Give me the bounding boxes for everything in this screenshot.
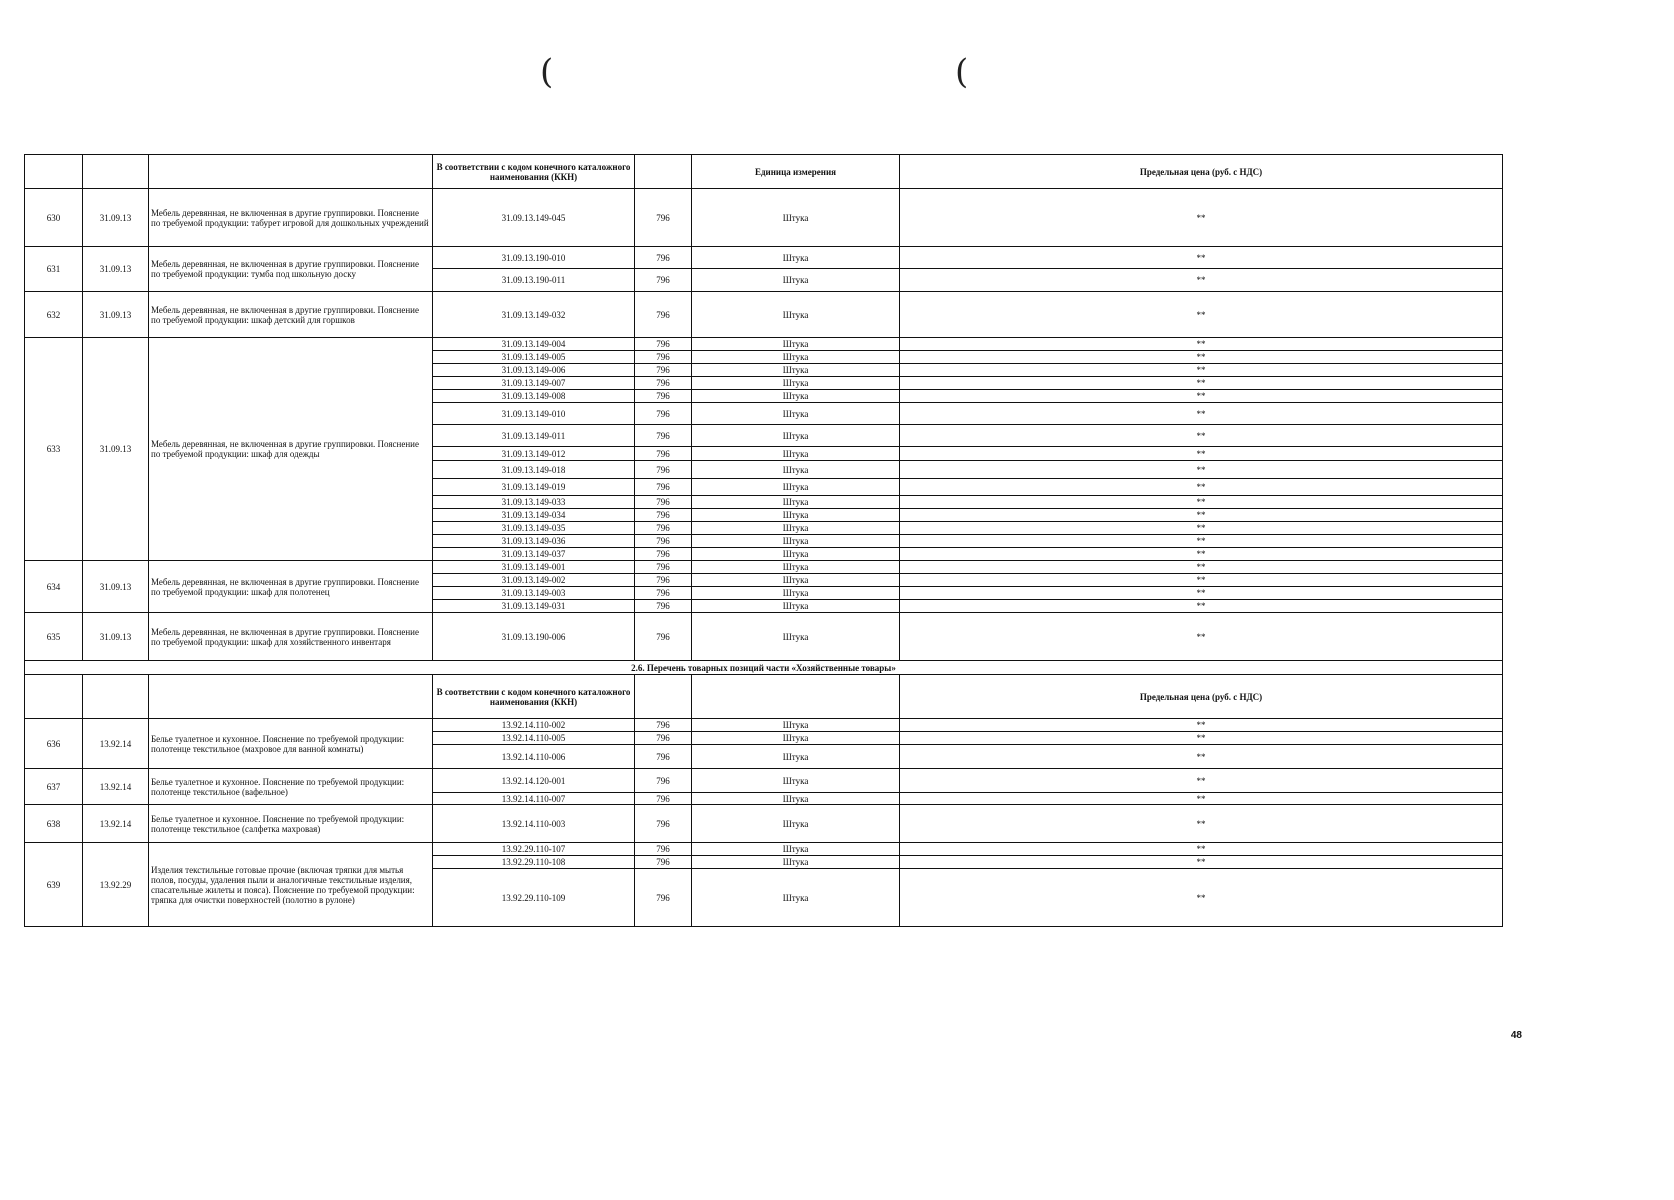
unit-name: Штука — [692, 247, 900, 269]
unit-name: Штука — [692, 351, 900, 364]
unit-name: Штука — [692, 292, 900, 338]
kkn-code: 13.92.14.110-005 — [433, 732, 635, 745]
kkn-code: 31.09.13.149-007 — [433, 377, 635, 390]
unit-name: Штука — [692, 390, 900, 403]
okpd-code: 31.09.13 — [83, 292, 149, 338]
price-value: ** — [900, 269, 1503, 292]
page-number: 48 — [1510, 1030, 1522, 1041]
price-value: ** — [900, 509, 1503, 522]
header-empty-cell — [635, 155, 692, 189]
price-value: ** — [900, 338, 1503, 351]
unit-name: Штука — [692, 587, 900, 600]
header-empty-cell — [149, 675, 433, 719]
header-empty-cell — [149, 155, 433, 189]
okpd-code: 31.09.13 — [83, 561, 149, 613]
header-unit: Единица измерения — [692, 155, 900, 189]
unit-name: Штука — [692, 189, 900, 247]
header-empty-cell — [635, 675, 692, 719]
kkn-code: 31.09.13.149-034 — [433, 509, 635, 522]
okei-code: 796 — [635, 587, 692, 600]
table-row — [25, 613, 1503, 661]
item-number: 636 — [25, 719, 83, 769]
okei-code: 796 — [635, 364, 692, 377]
unit-name: Штука — [692, 548, 900, 561]
section-row — [25, 661, 1503, 675]
unit-name: Штука — [692, 843, 900, 856]
price-value: ** — [900, 364, 1503, 377]
price-value: ** — [900, 479, 1503, 496]
kkn-code: 13.92.14.110-006 — [433, 745, 635, 769]
item-description: Мебель деревянная, не включенная в другие группировки. Пояснение по требуемой продукции: шкаф для хозяйственного инвентаря — [149, 613, 433, 661]
price-value: ** — [900, 189, 1503, 247]
kkn-code: 31.09.13.149-012 — [433, 447, 635, 461]
kkn-code: 31.09.13.149-033 — [433, 496, 635, 509]
kkn-code: 31.09.13.149-037 — [433, 548, 635, 561]
okei-code: 796 — [635, 574, 692, 587]
price-value: ** — [900, 769, 1503, 793]
item-description: Белье туалетное и кухонное. Пояснение по требуемой продукции: полотенце текстильное (махровое для ванной комнаты) — [149, 719, 433, 769]
kkn-code: 13.92.29.110-107 — [433, 843, 635, 856]
table-row — [25, 292, 1503, 338]
unit-name: Штука — [692, 479, 900, 496]
item-number: 639 — [25, 843, 83, 927]
unit-name: Штука — [692, 535, 900, 548]
okpd-code: 31.09.13 — [83, 338, 149, 561]
price-value: ** — [900, 805, 1503, 843]
item-number: 630 — [25, 189, 83, 247]
kkn-code: 31.09.13.190-011 — [433, 269, 635, 292]
okpd-code: 31.09.13 — [83, 247, 149, 292]
table-row — [25, 805, 1503, 843]
kkn-code: 31.09.13.190-010 — [433, 247, 635, 269]
okpd-code: 13.92.29 — [83, 843, 149, 927]
okpd-code: 31.09.13 — [83, 189, 149, 247]
price-value: ** — [900, 247, 1503, 269]
unit-name: Штука — [692, 425, 900, 447]
okei-code: 796 — [635, 548, 692, 561]
unit-name: Штука — [692, 600, 900, 613]
kkn-code: 31.09.13.149-045 — [433, 189, 635, 247]
table-row — [25, 189, 1503, 247]
unit-name: Штука — [692, 719, 900, 732]
price-value: ** — [900, 461, 1503, 479]
okei-code: 796 — [635, 600, 692, 613]
okei-code: 796 — [635, 719, 692, 732]
header-kkn: В соответствии с кодом конечного каталожного наименования (ККН) — [433, 155, 635, 189]
price-value: ** — [900, 732, 1503, 745]
kkn-code: 31.09.13.149-002 — [433, 574, 635, 587]
table-row — [25, 719, 1503, 732]
kkn-code: 13.92.29.110-109 — [433, 869, 635, 927]
okei-code: 796 — [635, 856, 692, 869]
okpd-code: 31.09.13 — [83, 613, 149, 661]
unit-name: Штука — [692, 769, 900, 793]
kkn-code: 13.92.14.110-007 — [433, 793, 635, 805]
item-description: Мебель деревянная, не включенная в другие группировки. Пояснение по требуемой продукции: табурет игровой для дошкольных учреждений — [149, 189, 433, 247]
item-number: 631 — [25, 247, 83, 292]
kkn-code: 31.09.13.149-011 — [433, 425, 635, 447]
price-value: ** — [900, 377, 1503, 390]
kkn-code: 31.09.13.149-003 — [433, 587, 635, 600]
unit-name: Штука — [692, 613, 900, 661]
price-value: ** — [900, 548, 1503, 561]
unit-name: Штука — [692, 338, 900, 351]
kkn-code: 31.09.13.149-031 — [433, 600, 635, 613]
unit-name: Штука — [692, 269, 900, 292]
price-value: ** — [900, 793, 1503, 805]
kkn-code: 13.92.14.120-001 — [433, 769, 635, 793]
price-value: ** — [900, 745, 1503, 769]
okei-code: 796 — [635, 509, 692, 522]
kkn-code: 31.09.13.149-006 — [433, 364, 635, 377]
scan-mark-left: ( — [540, 52, 554, 92]
header-empty-cell — [25, 155, 83, 189]
header-empty-cell — [83, 155, 149, 189]
price-value: ** — [900, 351, 1503, 364]
price-value: ** — [900, 869, 1503, 927]
okei-code: 796 — [635, 479, 692, 496]
header-empty-cell — [692, 675, 900, 719]
item-description: Белье туалетное и кухонное. Пояснение по требуемой продукции: полотенце текстильное (вафельное) — [149, 769, 433, 805]
kkn-code: 31.09.13.149-036 — [433, 535, 635, 548]
item-description: Мебель деревянная, не включенная в другие группировки. Пояснение по требуемой продукции: шкаф детский для горшков — [149, 292, 433, 338]
kkn-code: 31.09.13.149-005 — [433, 351, 635, 364]
kkn-code: 31.09.13.149-035 — [433, 522, 635, 535]
price-value: ** — [900, 600, 1503, 613]
unit-name: Штука — [692, 561, 900, 574]
price-value: ** — [900, 613, 1503, 661]
price-value: ** — [900, 390, 1503, 403]
okei-code: 796 — [635, 613, 692, 661]
price-value: ** — [900, 496, 1503, 509]
okei-code: 796 — [635, 793, 692, 805]
kkn-code: 31.09.13.149-010 — [433, 403, 635, 425]
okei-code: 796 — [635, 390, 692, 403]
okei-code: 796 — [635, 769, 692, 793]
unit-name: Штука — [692, 403, 900, 425]
unit-name: Штука — [692, 509, 900, 522]
header-kkn: В соответствии с кодом конечного каталожного наименования (ККН) — [433, 675, 635, 719]
okei-code: 796 — [635, 189, 692, 247]
okei-code: 796 — [635, 535, 692, 548]
item-number: 632 — [25, 292, 83, 338]
kkn-code: 31.09.13.149-004 — [433, 338, 635, 351]
okei-code: 796 — [635, 843, 692, 856]
okpd-code: 13.92.14 — [83, 769, 149, 805]
kkn-code: 31.09.13.190-006 — [433, 613, 635, 661]
okei-code: 796 — [635, 522, 692, 535]
item-number: 638 — [25, 805, 83, 843]
unit-name: Штука — [692, 447, 900, 461]
unit-name: Штука — [692, 461, 900, 479]
price-table — [24, 154, 1503, 927]
okpd-code: 13.92.14 — [83, 719, 149, 769]
price-value: ** — [900, 403, 1503, 425]
unit-name: Штука — [692, 856, 900, 869]
price-value: ** — [900, 292, 1503, 338]
header-empty-cell — [83, 675, 149, 719]
unit-name: Штука — [692, 574, 900, 587]
item-number: 635 — [25, 613, 83, 661]
table-row — [25, 338, 1503, 351]
item-number: 634 — [25, 561, 83, 613]
price-value: ** — [900, 719, 1503, 732]
price-value: ** — [900, 561, 1503, 574]
price-value: ** — [900, 425, 1503, 447]
unit-name: Штука — [692, 793, 900, 805]
okei-code: 796 — [635, 496, 692, 509]
item-number: 633 — [25, 338, 83, 561]
header-price: Предельная цена (руб. с НДС) — [900, 155, 1503, 189]
okei-code: 796 — [635, 447, 692, 461]
okei-code: 796 — [635, 732, 692, 745]
item-description: Мебель деревянная, не включенная в другие группировки. Пояснение по требуемой продукции: шкаф для полотенец — [149, 561, 433, 613]
price-value: ** — [900, 856, 1503, 869]
okei-code: 796 — [635, 377, 692, 390]
okei-code: 796 — [635, 351, 692, 364]
okei-code: 796 — [635, 745, 692, 769]
okei-code: 796 — [635, 247, 692, 269]
kkn-code: 31.09.13.149-001 — [433, 561, 635, 574]
table-header-row — [25, 675, 1503, 719]
item-description: Белье туалетное и кухонное. Пояснение по требуемой продукции: полотенце текстильное (салфетка махровая) — [149, 805, 433, 843]
table-row — [25, 247, 1503, 269]
table-row — [25, 769, 1503, 793]
scan-mark-right: ( — [955, 52, 969, 92]
unit-name: Штука — [692, 364, 900, 377]
okei-code: 796 — [635, 425, 692, 447]
kkn-code: 31.09.13.149-018 — [433, 461, 635, 479]
table-row — [25, 561, 1503, 574]
unit-name: Штука — [692, 496, 900, 509]
okei-code: 796 — [635, 403, 692, 425]
item-number: 637 — [25, 769, 83, 805]
price-value: ** — [900, 587, 1503, 600]
kkn-code: 31.09.13.149-008 — [433, 390, 635, 403]
price-value: ** — [900, 843, 1503, 856]
okpd-code: 13.92.14 — [83, 805, 149, 843]
header-empty-cell — [25, 675, 83, 719]
kkn-code: 31.09.13.149-019 — [433, 479, 635, 496]
kkn-code: 13.92.29.110-108 — [433, 856, 635, 869]
unit-name: Штука — [692, 869, 900, 927]
item-description: Изделия текстильные готовые прочие (включая тряпки для мытья полов, посуды, удаления пыли и аналогичные текстильные изделия, спасательные жилеты и пояса). Пояснение по требуемой продукции: тряпка для очистки поверхностей (полотно в рулоне) — [149, 843, 433, 927]
okei-code: 796 — [635, 338, 692, 351]
okei-code: 796 — [635, 269, 692, 292]
unit-name: Штука — [692, 522, 900, 535]
section-title: 2.6. Перечень товарных позиций части «Хозяйственные товары» — [25, 661, 1503, 675]
kkn-code: 13.92.14.110-002 — [433, 719, 635, 732]
table-row — [25, 843, 1503, 856]
okei-code: 796 — [635, 805, 692, 843]
table-header-row — [25, 155, 1503, 189]
price-value: ** — [900, 574, 1503, 587]
unit-name: Штука — [692, 745, 900, 769]
kkn-code: 13.92.14.110-003 — [433, 805, 635, 843]
okei-code: 796 — [635, 292, 692, 338]
price-value: ** — [900, 535, 1503, 548]
item-description: Мебель деревянная, не включенная в другие группировки. Пояснение по требуемой продукции: шкаф для одежды — [149, 338, 433, 561]
price-value: ** — [900, 522, 1503, 535]
unit-name: Штука — [692, 732, 900, 745]
header-price: Предельная цена (руб. с НДС) — [900, 675, 1503, 719]
kkn-code: 31.09.13.149-032 — [433, 292, 635, 338]
item-description: Мебель деревянная, не включенная в другие группировки. Пояснение по требуемой продукции: тумба под школьную доску — [149, 247, 433, 292]
unit-name: Штука — [692, 377, 900, 390]
okei-code: 796 — [635, 561, 692, 574]
okei-code: 796 — [635, 869, 692, 927]
unit-name: Штука — [692, 805, 900, 843]
okei-code: 796 — [635, 461, 692, 479]
price-value: ** — [900, 447, 1503, 461]
